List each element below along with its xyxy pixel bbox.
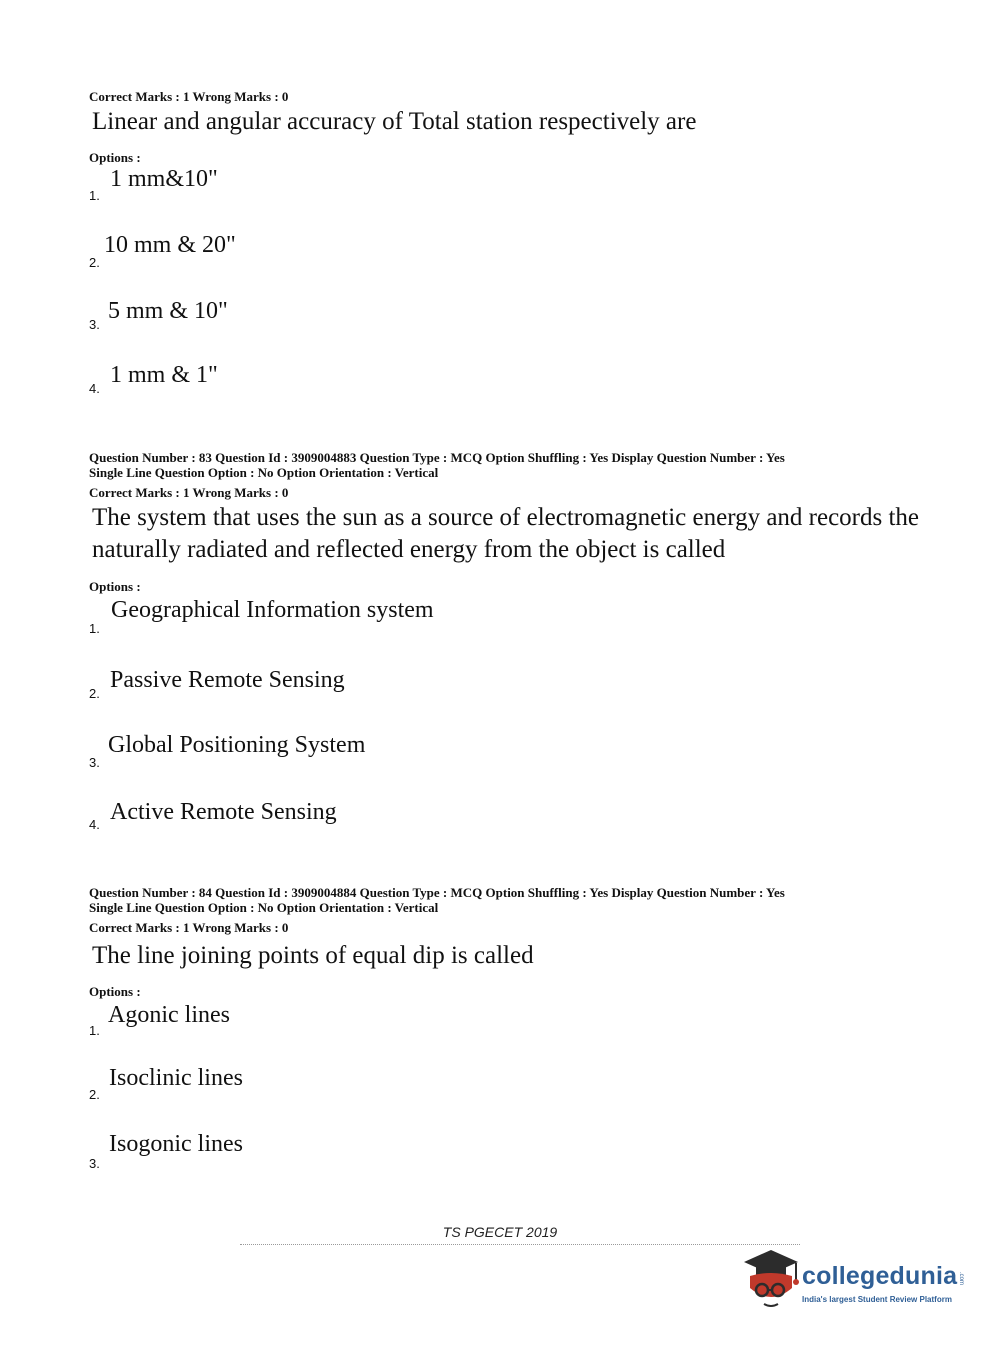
q83-option-3-text: Global Positioning System bbox=[108, 732, 366, 758]
q84-option-3-text: Isogonic lines bbox=[109, 1131, 243, 1157]
q84-option-2-number: 2. bbox=[89, 1087, 100, 1102]
q83-meta-line-1: Question Number : 83 Question Id : 3909004883 Question Type : MCQ Option Shuffling : Yes Display Question Number : Yes bbox=[89, 450, 785, 465]
q83-marks: Correct Marks : 1 Wrong Marks : 0 bbox=[89, 485, 289, 500]
q82-option-3-text: 5 mm & 10" bbox=[108, 298, 228, 324]
q84-option-3-number: 3. bbox=[89, 1156, 100, 1171]
q82-question-text: Linear and angular accuracy of Total station respectively are bbox=[92, 108, 697, 135]
q83-option-2-text: Passive Remote Sensing bbox=[110, 667, 345, 693]
q84-meta-line-1: Question Number : 84 Question Id : 3909004884 Question Type : MCQ Option Shuffling : Yes Display Question Number : Yes bbox=[89, 885, 785, 900]
brand-tagline: India's largest Student Review Platform bbox=[802, 1295, 952, 1304]
q84-option-1-text: Agonic lines bbox=[108, 1002, 230, 1028]
footer-divider bbox=[240, 1244, 800, 1247]
q83-option-4-text: Active Remote Sensing bbox=[110, 799, 337, 825]
q82-option-1-number: 1. bbox=[89, 188, 100, 203]
q82-options-label: Options : bbox=[89, 150, 141, 165]
q82-option-3-number: 3. bbox=[89, 317, 100, 332]
collegedunia-brand bbox=[742, 1248, 972, 1314]
q84-marks: Correct Marks : 1 Wrong Marks : 0 bbox=[89, 920, 289, 935]
q84-options-label: Options : bbox=[89, 984, 141, 999]
q83-option-1-text: Geographical Information system bbox=[111, 597, 434, 623]
q83-options-label: Options : bbox=[89, 579, 141, 594]
brand-domain-suffix: .com bbox=[958, 1272, 964, 1286]
q82-option-2-number: 2. bbox=[89, 255, 100, 270]
q84-question-text: The line joining points of equal dip is called bbox=[92, 942, 534, 969]
q83-option-4-number: 4. bbox=[89, 817, 100, 832]
graduation-cap-mascot-icon bbox=[742, 1248, 800, 1312]
q84-option-2-text: Isoclinic lines bbox=[109, 1065, 243, 1091]
q83-option-2-number: 2. bbox=[89, 686, 100, 701]
exam-footer: TS PGECET 2019 bbox=[442, 1224, 558, 1240]
q83-question-text-line-2: naturally radiated and reflected energy from the object is called bbox=[92, 536, 726, 563]
q83-option-1-number: 1. bbox=[89, 621, 100, 636]
q83-option-3-number: 3. bbox=[89, 755, 100, 770]
q82-option-4-number: 4. bbox=[89, 381, 100, 396]
q82-marks: Correct Marks : 1 Wrong Marks : 0 bbox=[89, 89, 289, 104]
q84-meta-line-2: Single Line Question Option : No Option Orientation : Vertical bbox=[89, 900, 439, 915]
brand-name: collegedunia bbox=[802, 1262, 958, 1290]
q84-option-1-number: 1. bbox=[89, 1023, 100, 1038]
q83-meta-line-2: Single Line Question Option : No Option Orientation : Vertical bbox=[89, 465, 439, 480]
q82-option-1-text: 1 mm&10" bbox=[110, 166, 218, 192]
q82-option-2-text: 10 mm & 20" bbox=[104, 232, 236, 258]
q83-question-text-line-1: The system that uses the sun as a source of electromagnetic energy and records the bbox=[92, 504, 920, 531]
q82-option-4-text: 1 mm & 1" bbox=[110, 362, 218, 388]
